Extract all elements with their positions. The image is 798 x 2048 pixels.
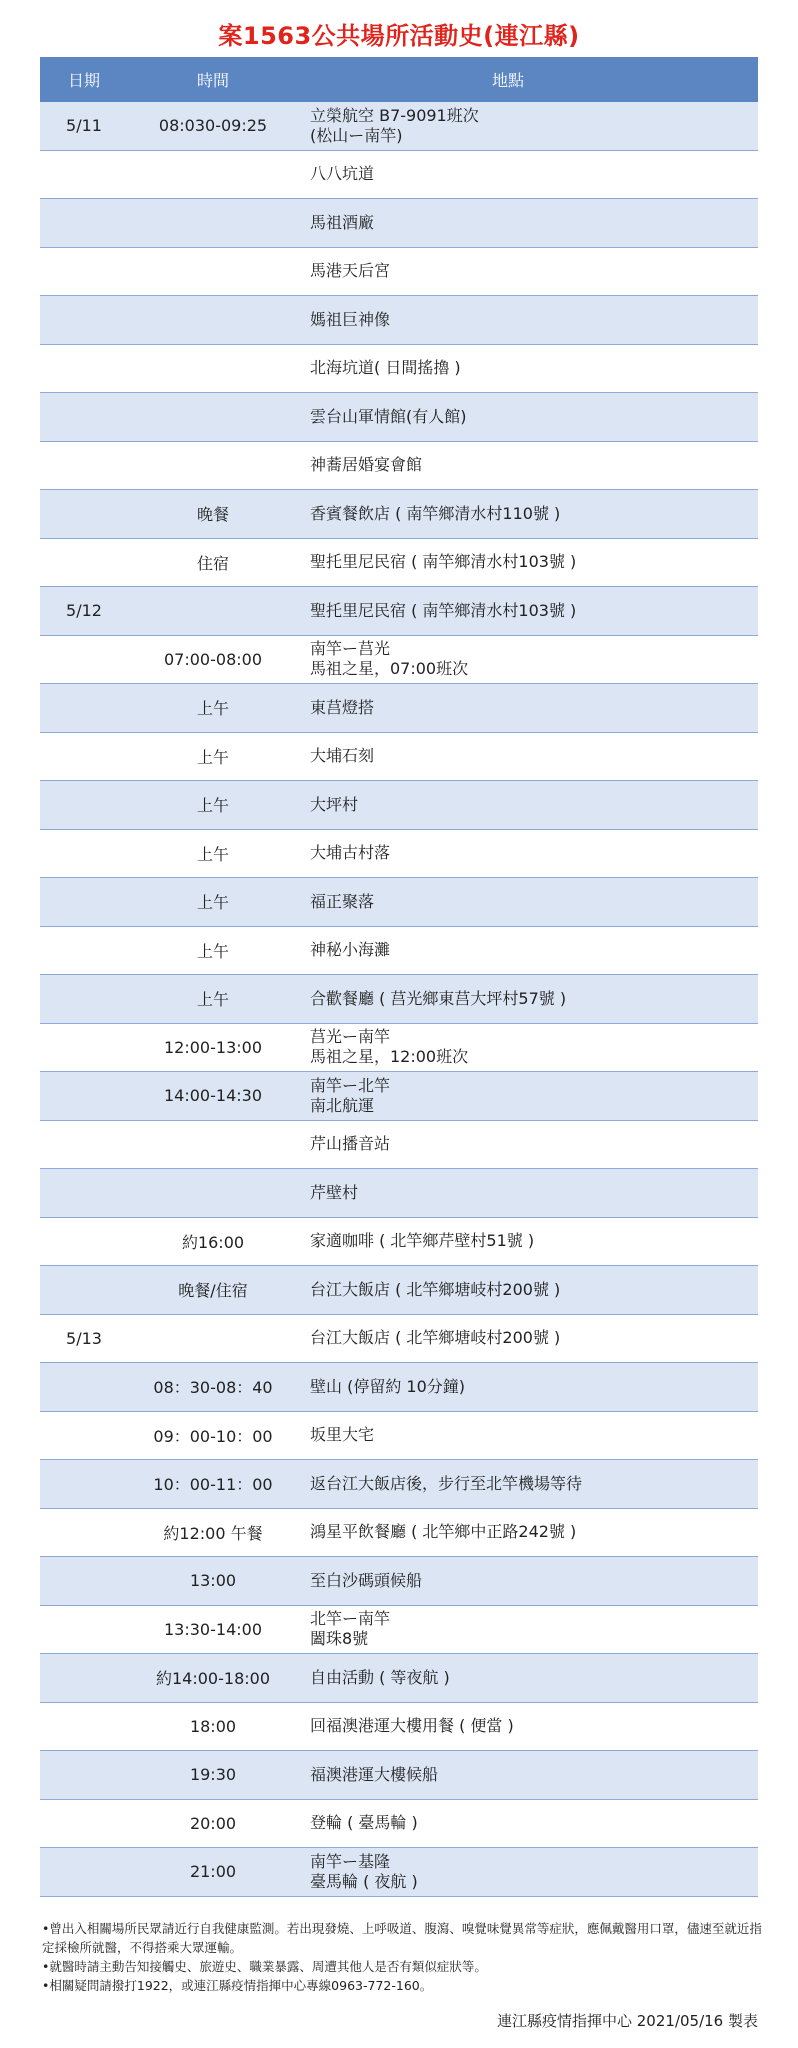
cell-time: 14:00-14:30 <box>164 1086 262 1106</box>
table-row <box>40 1751 758 1800</box>
cell-time: 上午 <box>196 747 229 767</box>
table-row <box>40 684 758 733</box>
footer-credit: 連江縣疫情指揮中心 2021/05/16 製表 <box>497 2012 758 2030</box>
table-row <box>40 1315 758 1364</box>
cell-place: 福澳港運大樓候船 <box>310 1764 439 1784</box>
cell-time: 20:00 <box>189 1813 237 1833</box>
cell-place: 芹壁村 <box>310 1182 359 1202</box>
table-row <box>40 878 758 927</box>
table-row <box>40 1266 758 1315</box>
cell-place: 南竿ー莒光 馬祖之星，07:00班次 <box>310 639 469 679</box>
cell-place: 香賓餐飲店 ( 南竿鄉清水村110號 ) <box>310 503 561 523</box>
header-time: 時間 <box>196 71 229 90</box>
table-body <box>40 102 758 1897</box>
cell-place: 自由活動 ( 等夜航 ) <box>310 1667 450 1687</box>
header-place: 地點 <box>491 71 524 90</box>
cell-place: 家適咖啡 ( 北竿鄉芹壁村51號 ) <box>310 1231 535 1251</box>
table-row <box>40 1509 758 1558</box>
cell-time: 09：00-10：00 <box>153 1426 273 1446</box>
cell-place: 東莒燈搭 <box>310 697 375 717</box>
table-row <box>40 636 758 685</box>
table-row <box>40 587 758 636</box>
table-row <box>40 442 758 491</box>
table-row <box>40 1363 758 1412</box>
cell-time: 住宿 <box>196 553 229 573</box>
cell-place: 神秘小海灘 <box>310 940 391 960</box>
table-row <box>40 1800 758 1849</box>
table-row <box>40 1703 758 1752</box>
cell-time: 晚餐/住宿 <box>178 1281 248 1301</box>
cell-time: 19:30 <box>189 1765 237 1785</box>
table-row <box>40 296 758 345</box>
cell-time: 12:00-13:00 <box>164 1037 262 1057</box>
cell-place: 八八坑道 <box>310 164 375 184</box>
cell-place: 福正聚落 <box>310 891 375 911</box>
cell-place: 至白沙碼頭候船 <box>310 1570 423 1590</box>
cell-time: 08:030-09:25 <box>158 116 268 136</box>
cell-time: 21:00 <box>189 1862 237 1882</box>
cell-place: 媽祖巨神像 <box>310 309 391 329</box>
table-row <box>40 151 758 200</box>
table-row <box>40 393 758 442</box>
cell-place: 登輪 ( 臺馬輪 ) <box>310 1813 418 1833</box>
cell-place: 大埔石刻 <box>310 746 375 766</box>
table-row <box>40 733 758 782</box>
activity-table <box>40 57 758 1897</box>
cell-time: 晚餐 <box>196 505 229 525</box>
table-row <box>40 102 758 151</box>
cell-place: 神蕎居婚宴會館 <box>310 455 423 475</box>
cell-time: 約16:00 <box>181 1232 245 1252</box>
notes <box>42 1919 762 1995</box>
table-row <box>40 975 758 1024</box>
cell-time: 上午 <box>196 990 229 1010</box>
cell-time: 上午 <box>196 941 229 961</box>
cell-time: 約12:00 午餐 <box>163 1523 263 1543</box>
table-row <box>40 1654 758 1703</box>
cell-place: 聖托里尼民宿 ( 南竿鄉清水村103號 ) <box>310 552 577 572</box>
cell-time: 13:00 <box>189 1571 237 1591</box>
cell-place: 台江大飯店 ( 北竿鄉塘岐村200號 ) <box>310 1328 561 1348</box>
note-health-monitoring: •曾出入相關場所民眾請近行自我健康監測。若出現發燒、上呼吸道、腹瀉、嗅覺味覺異常等症狀，應佩戴醫用口罩，儘速至就近指定採檢所就醫，不得搭乘大眾運輸。 <box>42 1921 762 1955</box>
cell-time: 上午 <box>196 844 229 864</box>
table-row <box>40 1024 758 1073</box>
cell-place: 坂里大宅 <box>310 1425 375 1445</box>
note-disclose-history: •就醫時請主動告知接觸史、旅遊史、職業暴露、周遭其他人是否有類似症狀等。 <box>42 1959 487 1974</box>
table-row <box>40 1460 758 1509</box>
cell-time: 上午 <box>196 699 229 719</box>
cell-date: 5/12 <box>66 601 102 621</box>
cell-place: 馬祖酒廠 <box>310 212 375 232</box>
header-date: 日期 <box>67 71 100 90</box>
table-row <box>40 781 758 830</box>
cell-place: 回福澳港運大樓用餐 ( 便當 ) <box>310 1716 514 1736</box>
cell-place: 北竿ー南竿 闔珠8號 <box>310 1609 391 1649</box>
cell-place: 立榮航空 B7-9091班次 (松山ー南竿) <box>310 105 479 145</box>
table-row <box>40 345 758 394</box>
cell-date: 5/13 <box>66 1328 102 1348</box>
cell-place: 南竿ー北竿 南北航運 <box>310 1075 391 1115</box>
cell-place: 北海坑道( 日間搖擼 ) <box>310 358 461 378</box>
table-row <box>40 1072 758 1121</box>
table-row <box>40 1218 758 1267</box>
page-title: 案1563公共場所活動史(連江縣) <box>218 22 580 50</box>
table-row <box>40 927 758 976</box>
table-row <box>40 830 758 879</box>
cell-date: 5/11 <box>66 116 102 136</box>
cell-place: 南竿ー基隆 臺馬輪 ( 夜航 ) <box>310 1851 418 1891</box>
cell-place: 台江大飯店 ( 北竿鄉塘岐村200號 ) <box>310 1279 561 1299</box>
cell-time: 約14:00-18:00 <box>156 1669 270 1689</box>
table-row <box>40 490 758 539</box>
table-row <box>40 1412 758 1461</box>
table-row <box>40 539 758 588</box>
table-row <box>40 1121 758 1170</box>
cell-place: 莒光ー南竿 馬祖之星，12:00班次 <box>310 1027 469 1067</box>
table-row <box>40 1557 758 1606</box>
cell-place: 返台江大飯店後，步行至北竿機場等待 <box>310 1473 583 1493</box>
cell-place: 馬港天后宮 <box>310 261 391 281</box>
cell-time: 上午 <box>196 796 229 816</box>
cell-time: 13:30-14:00 <box>164 1619 262 1639</box>
cell-time: 07:00-08:00 <box>164 649 262 669</box>
table-row <box>40 248 758 297</box>
cell-time: 10：00-11：00 <box>153 1475 273 1495</box>
cell-place: 壁山 (停留約 10分鐘) <box>310 1376 466 1396</box>
cell-time: 18:00 <box>189 1716 237 1736</box>
table-row <box>40 199 758 248</box>
cell-place: 大坪村 <box>310 794 359 814</box>
table-header <box>40 57 758 102</box>
note-hotline: •相關疑問請撥打1922，或連江縣疫情指揮中心專線0963-772-160。 <box>42 1978 433 1993</box>
table-row <box>40 1606 758 1655</box>
table-row <box>40 1169 758 1218</box>
cell-time: 08：30-08：40 <box>153 1378 273 1398</box>
cell-place: 芹山播音站 <box>310 1134 391 1154</box>
cell-place: 聖托里尼民宿 ( 南竿鄉清水村103號 ) <box>310 600 577 620</box>
cell-place: 雲台山軍情館(有人館) <box>310 406 467 426</box>
table-row <box>40 1848 758 1897</box>
cell-place: 鴻星平飲餐廳 ( 北竿鄉中正路242號 ) <box>310 1522 577 1542</box>
cell-place: 大埔古村落 <box>310 843 391 863</box>
cell-place: 合歡餐廳 ( 莒光鄉東莒大坪村57號 ) <box>310 988 567 1008</box>
cell-time: 上午 <box>196 893 229 913</box>
